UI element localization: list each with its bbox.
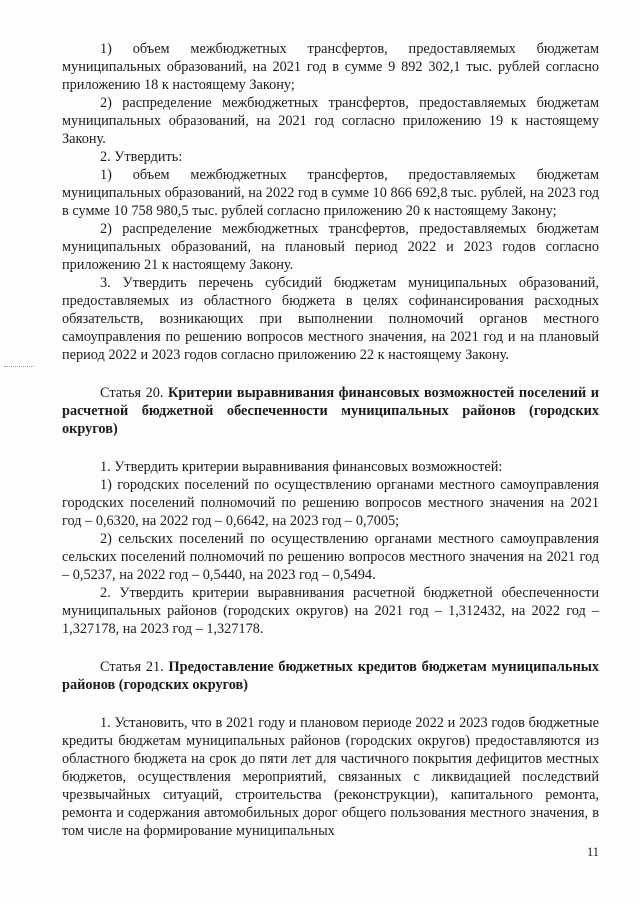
page-number: 11 <box>586 845 599 859</box>
article-title: Критерии выравнивания финансовых возможностей поселений и расчетной бюджетной обеспеченности муниципальных районов (городских округов) <box>62 385 599 437</box>
document-body <box>62 40 599 840</box>
article-heading <box>62 658 599 694</box>
paragraph: 2. Утвердить: <box>100 149 183 165</box>
paragraph: 3. Утвердить перечень субсидий бюджетам муниципальных образований, предоставляемых из областного бюджета в целях софинансирования расходных обязательств, возникающих при выполнении полномочий органов местного самоуправления по решению вопросов местного значения, на 2021 год и на плановый период 2022 и 2023 годов согласно приложению 22 к настоящему Закону. <box>62 275 599 363</box>
paragraph: 2) сельских поселений по осуществлению органами местного самоуправления сельских поселений полномочий по решению вопросов местного значения на 2021 год – 0,5237, на 2022 год – 0,5440, на 2023 год – 0,5494. <box>62 531 599 583</box>
article-title: Предоставление бюджетных кредитов бюджетам муниципальных районов (городских округов) <box>62 659 600 693</box>
article-heading <box>62 384 599 438</box>
paragraph: 1. Утвердить критерии выравнивания финансовых возможностей: <box>100 459 503 475</box>
paragraph: 2) распределение межбюджетных трансфертов, предоставляемых бюджетам муниципальных образований, на плановый период 2022 и 2023 годов согласно приложению 21 к настоящему Закону. <box>62 221 599 273</box>
article-number: Статья 21. <box>100 659 169 675</box>
paragraph: 1) объем межбюджетных трансфертов, предоставляемых бюджетам муниципальных образований, на 2022 год в сумме 10 866 692,8 тыс. рублей, на 2023 год в сумме 10 758 980,5 тыс. рублей согласно приложению 20 к настоящему Закону; <box>62 167 599 219</box>
paragraph: 2) распределение межбюджетных трансфертов, предоставляемых бюджетам муниципальных образований, на 2021 год согласно приложению 19 к настоящему Закону. <box>62 95 599 147</box>
paragraph: 1. Установить, что в 2021 году и плановом периоде 2022 и 2023 годов бюджетные кредиты бюджетам муниципальных районов (городских округов) предоставляются из областного бюджета на срок до пяти лет для частичного покрытия дефицитов местных бюджетов, осуществления мероприятий, связанных с ликвидацией последствий чрезвычайных ситуаций, строительства (реконструкции), капитального ремонта, ремонта и содержания автомобильных дорог общего пользования местного значения, в том числе на формирование муниципальных <box>62 715 599 839</box>
scan-artifact <box>4 366 34 369</box>
article-number: Статья 20. <box>100 385 168 401</box>
paragraph: 1) городских поселений по осуществлению органами местного самоуправления городских поселений полномочий по решению вопросов местного значения на 2021 год – 0,6320, на 2022 год – 0,6642, на 2023 год – 0,7005; <box>62 477 599 529</box>
paragraph: 2. Утвердить критерии выравнивания расчетной бюджетной обеспеченности муниципальных районов (городских округов) на 2021 год – 1,312432, на 2022 год – 1,327178, на 2023 год – 1,327178. <box>62 585 599 637</box>
paragraph: 1) объем межбюджетных трансфертов, предоставляемых бюджетам муниципальных образований, на 2021 год в сумме 9 892 302,1 тыс. рублей согласно приложению 18 к настоящему Закону; <box>62 41 599 93</box>
